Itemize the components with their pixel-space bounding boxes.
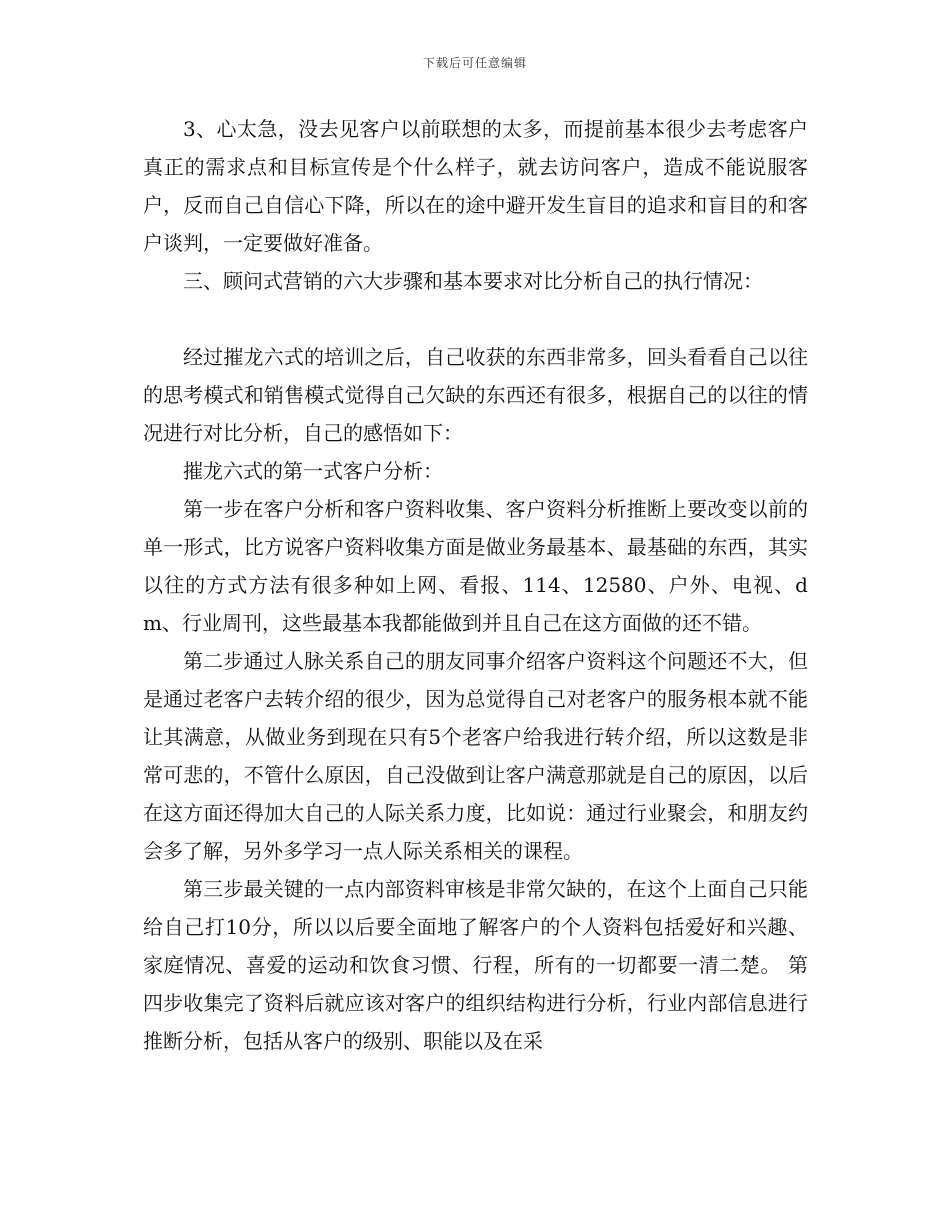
- page-header: 下载后可任意编辑: [422, 56, 527, 70]
- section-heading-3: 三、顾问式营销的六大步骤和基本要求对比分析自己的执行情况：: [183, 269, 763, 293]
- document-body: [143, 110, 808, 1060]
- blank-line: [143, 300, 808, 338]
- paragraph-step-1: 第一步在客户分析和客户资料收集、客户资料分析推断上要改变以前的单一形式，比方说客户资料收集方面是做业务最基本、最基础的东西，其实以往的方式方法有很多种如上网、看报、114、12580、户外、电视、dm、行业周刊，这些最基本我都能做到并且自己在这方面做的还不错。: [143, 497, 808, 635]
- paragraph-step-2: 第二步通过人脉关系自己的朋友同事介绍客户资料这个问题还不大，但是通过老客户去转介绍的很少，因为总觉得自己对老客户的服务根本就不能让其满意，从做业务到现在只有5个老客户给我进行转介绍，所以这数是非常可悲的，不管什么原因，自己没做到让客户满意那就是自己的原因，以后在这方面还得加大自己的人际关系力度，比如说：通过行业聚会，和朋友约会多了解，另外多学习一点人际关系相关的课程。: [143, 649, 808, 863]
- paragraph-intro: 经过摧龙六式的培训之后，自己收获的东西非常多，回头看看自己以往的思考模式和销售模式觉得自己欠缺的东西还有很多，根据自己的以往的情况进行对比分析，自己的感悟如下：: [143, 345, 808, 445]
- paragraph-point-3: 3、心太急，没去见客户以前联想的太多，而提前基本很少去考虑客户真正的需求点和目标宣传是个什么样子，就去访问客户，造成不能说服客户，反而自己自信心下降，所以在的途中避开发生盲目的追求和盲目的和客户谈判，一定要做好准备。: [143, 117, 808, 255]
- paragraph-step-3: 第三步最关键的一点内部资料审核是非常欠缺的，在这个上面自己只能给自己打10分，所以以后要全面地了解客户的个人资料包括爱好和兴趣、家庭情况、喜爱的运动和饮食习惯、行程，所有的一切都要一清二楚。 第四步收集完了资料后就应该对客户的组织结构进行分析，行业内部信息进行推断分析，包括从客户的级别、职能以及在采: [143, 877, 808, 1053]
- subheading-first-form: 摧龙六式的第一式客户分析：: [183, 459, 443, 483]
